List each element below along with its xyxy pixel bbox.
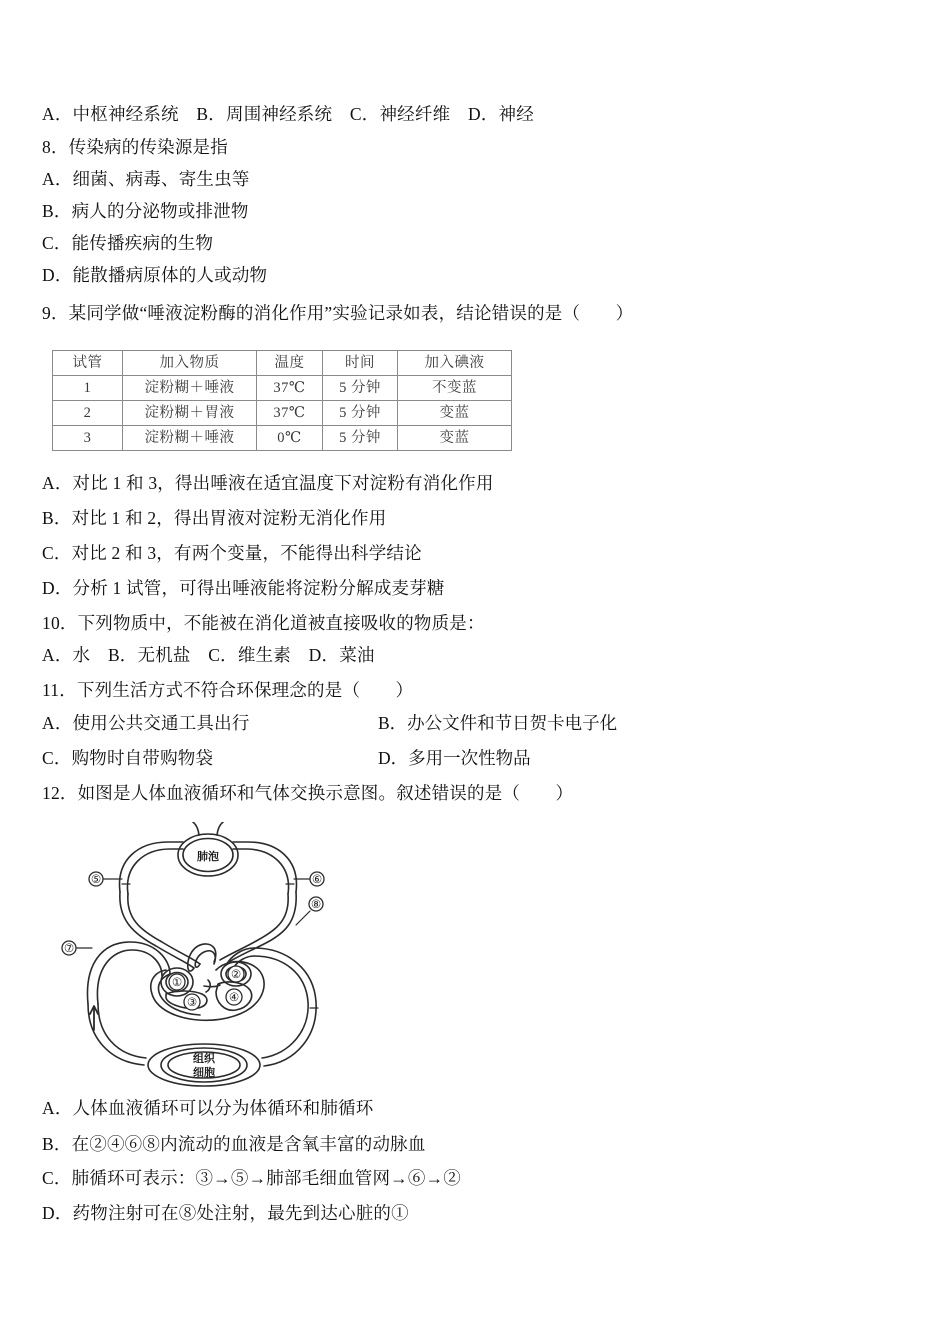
pulmonary-capillary-right-inner (233, 849, 289, 894)
table-cell: 淀粉糊＋唾液 (123, 376, 257, 401)
bronchiole-left (190, 822, 199, 835)
table-header-cell: 温度 (257, 351, 323, 376)
tissue-cell-label-line2: 细胞 (193, 1067, 215, 1079)
marker-5-label: ⑤ (90, 874, 102, 886)
pulmonary-vein-branch-inner (220, 894, 288, 960)
question-8-option-b: B．病人的分泌物或排泄物 (42, 201, 249, 221)
table-cell: 2 (53, 401, 123, 426)
question-8-option-d: D．能散播病原体的人或动物 (42, 265, 268, 285)
pulmonary-capillary-left-inner (127, 849, 183, 894)
pulmonary-artery-branch-outer (120, 892, 194, 968)
marker-7-label: ⑦ (63, 943, 75, 955)
question-11-option-c: C．购物时自带购物袋 (42, 748, 214, 768)
table-cell: 1 (53, 376, 123, 401)
table-cell: 变蓝 (398, 401, 512, 426)
exp-table (52, 350, 512, 451)
leader-line-8 (296, 911, 310, 925)
experiment-record-table (52, 350, 512, 451)
question-12-option-d: D．药物注射可在⑧处注射，最先到达心脏的① (42, 1203, 409, 1223)
table-header-cell: 试管 (53, 351, 123, 376)
marker-6-label: ⑥ (311, 874, 323, 886)
table-cell: 5 分钟 (323, 401, 398, 426)
question-9-option-c: C．对比 2 和 3，有两个变量，不能得出科学结论 (42, 543, 422, 563)
bronchiole-right (217, 822, 226, 835)
heart-valve-hint (204, 985, 220, 987)
marker-1-label: ① (171, 977, 183, 989)
vena-cava-lower-inner (98, 1004, 146, 1058)
question-12-option-b: B．在②④⑥⑧内流动的血液是含氧丰富的动脉血 (42, 1134, 426, 1154)
tissue-capillary-outer (148, 1044, 260, 1086)
table-header-cell: 加入物质 (123, 351, 257, 376)
question-9-option-a: A．对比 1 和 3，得出唾液在适宜温度下对淀粉有消化作用 (42, 473, 494, 493)
aorta-loop-outer (254, 948, 316, 1066)
question-8-option-a: A．细菌、病毒、寄生虫等 (42, 169, 250, 189)
question-11-option-b: B．办公文件和节日贺卡电子化 (378, 713, 618, 733)
marker-4-label: ④ (228, 992, 240, 1004)
tissue-cell-label-line1: 组织 (193, 1053, 215, 1065)
circulation-svg (58, 822, 358, 1092)
question-8-option-c: C．能传播疾病的生物 (42, 233, 214, 253)
question-11-stem: 11．下列生活方式不符合环保理念的是（ ） (42, 680, 414, 700)
question-9-option-b: B．对比 1 和 2，得出胃液对淀粉无消化作用 (42, 508, 387, 528)
question-11-option-d: D．多用一次性物品 (378, 748, 531, 768)
table-cell: 3 (53, 426, 123, 451)
alveolus-label: 肺泡 (197, 851, 219, 863)
table-row (53, 376, 512, 401)
question-12-option-a: A．人体血液循环可以分为体循环和肺循环 (42, 1098, 374, 1118)
marker-8-label: ⑧ (310, 899, 322, 911)
table-cell: 37℃ (257, 401, 323, 426)
question-11-option-a: A．使用公共交通工具出行 (42, 713, 250, 733)
table-cell: 5 分钟 (323, 426, 398, 451)
table-cell: 0℃ (257, 426, 323, 451)
question-10-stem: 10．下列物质中，不能被在消化道被直接吸收的物质是： (42, 613, 485, 633)
marker-2-label: ② (230, 969, 242, 981)
question-10-options: A．水 B．无机盐 C．维生素 D．菜油 (42, 645, 375, 665)
question-12-stem: 12．如图是人体血液循环和气体交换示意图。叙述错误的是（ ） (42, 783, 574, 803)
table-cell: 淀粉糊＋唾液 (123, 426, 257, 451)
table-row (53, 401, 512, 426)
table-header-cell: 时间 (323, 351, 398, 376)
question-9-option-d: D．分析 1 试管，可得出唾液能将淀粉分解成麦芽糖 (42, 578, 445, 598)
marker-group (62, 872, 324, 1010)
table-cell: 不变蓝 (398, 376, 512, 401)
blood-circulation-diagram (58, 822, 358, 1092)
table-header-cell: 加入碘液 (398, 351, 512, 376)
q7-options-line: A．中枢神经系统 B．周围神经系统 C．神经纤维 D．神经 (42, 104, 534, 124)
pulmonary-artery-branch-inner (128, 894, 200, 964)
table-cell: 变蓝 (398, 426, 512, 451)
aorta-loop-inner (254, 956, 308, 1058)
question-9-stem: 9．某同学做“唾液淀粉酶的消化作用”实验记录如表，结论错误的是（ ） (42, 303, 634, 323)
question-8-stem: 8．传染病的传染源是指 (42, 137, 228, 157)
table-cell: 37℃ (257, 376, 323, 401)
table-row (53, 426, 512, 451)
table-cell: 淀粉糊＋胃液 (123, 401, 257, 426)
table-cell: 5 分钟 (323, 376, 398, 401)
marker-3-label: ③ (186, 997, 198, 1009)
question-12-option-c: C．肺循环可表示：③→⑤→肺部毛细血管网→⑥→② (42, 1168, 461, 1188)
great-vessel-crossing-inner (195, 951, 215, 967)
table-header-row (53, 351, 512, 376)
